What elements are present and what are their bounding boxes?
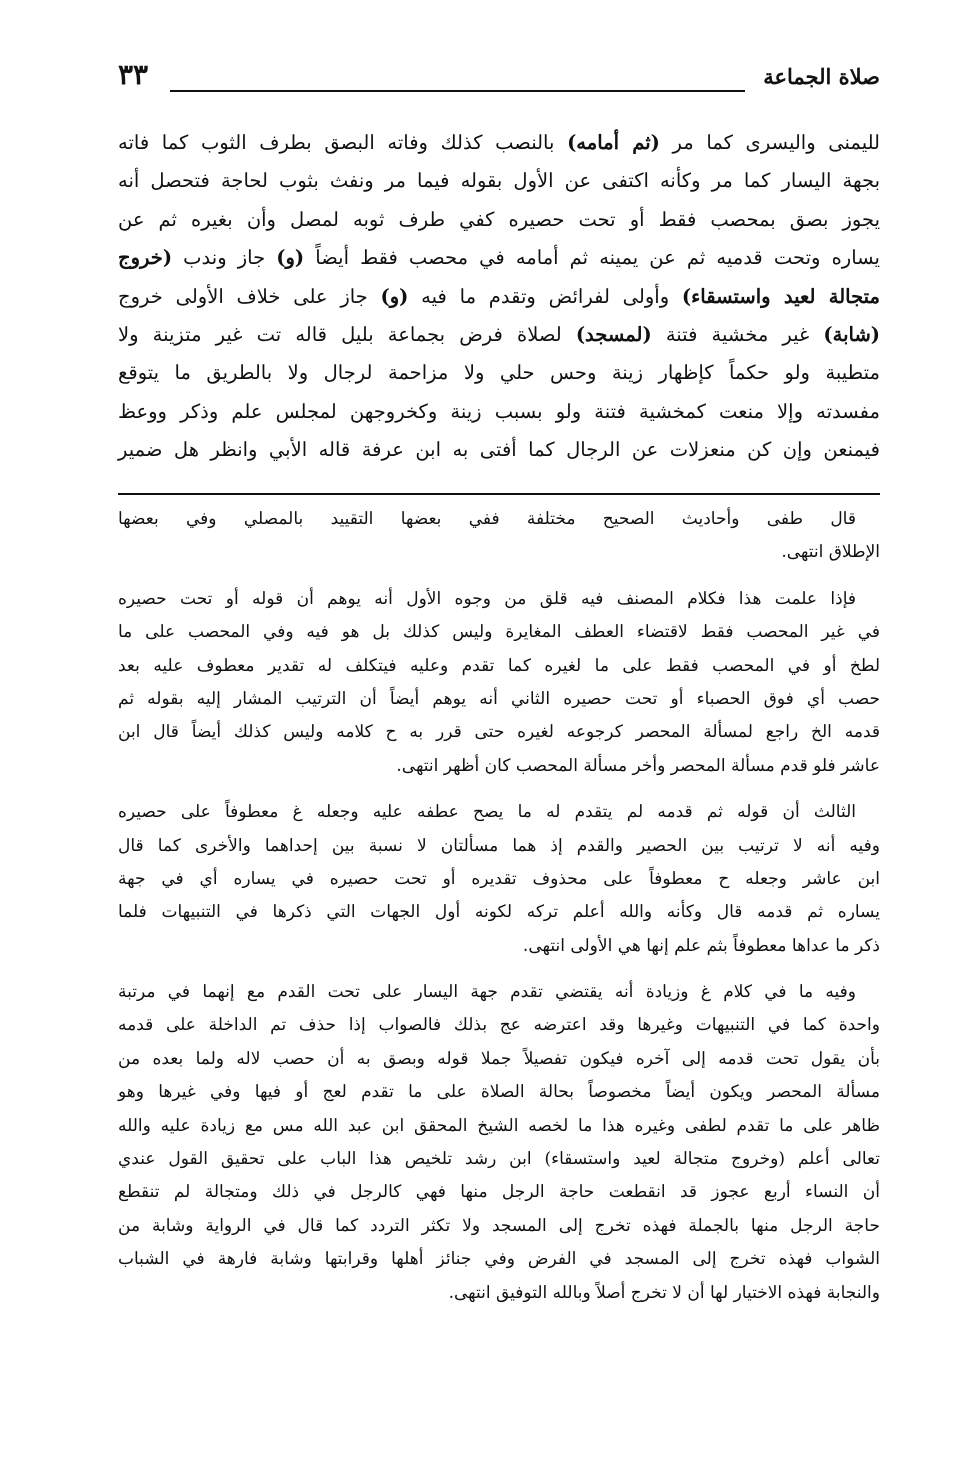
note-line: واحدة كما في التنبيهات وغيرها وقد اعترضه عج بذلك فالصواب إذا حذف تم الداخلة على قدمه (118, 1015, 880, 1036)
note-line: تعالى أعلم (وخروج متجالة لعيد واستسقاء) ابن رشد تلخيص هذا الباب على تحقيق القول عندي (118, 1149, 880, 1170)
main-text-line (118, 316, 880, 354)
text-run: غير مخشية فتنة (651, 322, 824, 346)
main-text-line (118, 354, 880, 392)
note-line: بأن يقول تحت قدمه إلى آخره فيكون تفصيلاً جملا قوله وبصق به أن حصب لاله ولما بعده من (118, 1048, 880, 1069)
text-run: لصلاة فرض بجماعة بليل قاله تت غير متزينة ولا (118, 322, 576, 346)
note-line: عاشر فلو قدم مسألة المحصر وأخر مسألة المحصب كان أظهر انتهى. (396, 755, 880, 776)
note-line: يساره ثم قدمه قال وكأنه والله أعلم تركه لكونه أول الجهات التي ذكرها في التنبيهات فلما (118, 902, 880, 923)
note-line: حصب أي فوق الحصباء أو تحت حصيره الثاني أنه يوهم أيضاً أن الترتيب المشار إليه بقوله ثم (118, 688, 880, 709)
matn-quote: (خروج (118, 246, 173, 270)
note-line: الشواب فهذه تخرج إلى المسجد في الفرض وفي جنائز أهلها وقرابتها وشابة فارهة في الشباب (118, 1249, 880, 1270)
main-text-line (118, 431, 880, 469)
note-line: لطخ أو في المحصب فقط على ما لغيره كما تقدم وعليه فيتكلف له تقدير معطوف عليه بعد (118, 655, 880, 676)
note-line: قال طفى وأحاديث الصحيح مختلفة ففي بعضها التقييد بالمصلي وفي بعضها (118, 509, 856, 529)
text-run: بجهة اليسار كما مر وكأنه اكتفى عن الأول بقوله فيما مر ونفث بثوب لحاجة فتحصل أنه (118, 169, 880, 193)
main-text-line (118, 201, 880, 239)
commentary-notes (118, 503, 880, 1310)
note-line: الثالث أن قوله ثم قدمه لم يتقدم له ما يصح عطفه عليه وجعله غ معطوفاً على حصيره (118, 802, 856, 823)
note-paragraph (118, 583, 880, 783)
matn-quote: متجالة لعيد واستسقاء) (681, 284, 881, 308)
note-line: مسألة المحصر ويكون أيضاً مخصوصاً بحالة الصلاة على ما تقدم لعج أو فيها وفي غيرها وهو (118, 1082, 880, 1103)
text-run: يساره وتحت قدميه ثم عن يمينه ثم أمامه في محصب فقط أيضاً (304, 246, 880, 270)
main-text-line (118, 278, 880, 316)
matn-quote: (شابة) (823, 322, 881, 346)
note-line: ظاهر على ما تقدم لطفى وغيره هذا ما لخصه الشيخ المحقق ابن عبد الله مس مع زيادة عليه والله (118, 1115, 880, 1136)
note-line: في غير المحصب فقط لاقتضاء العطف المغايرة وليس كذلك بل هو فيه وفي المحصب على ما (118, 622, 880, 643)
note-line: ابن عاشر وجعله ح معطوفاً على محذوف تقديره أو تحت حصيره في يساره أي في جهة (118, 868, 880, 889)
matn-quote: (و) (276, 246, 305, 270)
main-text (118, 124, 880, 470)
text-run: وأولى لفرائض وتقدم ما فيه (408, 284, 682, 308)
note-paragraph (118, 976, 880, 1310)
matn-quote: (ثم أمامه) (567, 131, 660, 154)
header-rule (170, 90, 745, 92)
note-line: والنجابة فهذه الاختيار لها أن لا تخرج أصلاً وبالله التوفيق انتهى. (448, 1282, 880, 1303)
note-line: أن النساء أربع عجوز قد انقطعت حاجة الرجل منها فهي كالرجل في ذلك ومتجالة لم تنقطع (118, 1182, 880, 1203)
text-run: مفسدته وإلا منعت كمخشية فتنة ولو بسبب زينة وكخروجهن لمجلس علم وذكر ووعظ (118, 399, 880, 423)
note-line: وفيه ما في كلام غ وزيادة أنه يقتضي تقدم جهة اليسار على تحت القدم مع إنهما في مرتبة (118, 982, 856, 1003)
matn-quote: (و) (380, 284, 409, 308)
main-text-line (118, 239, 880, 277)
paragraph-gap (118, 783, 880, 796)
note-line: وفيه أنه لا ترتيب بين الحصير والقدم إذ هما مسألتان لا نسبة بين إحداهما والأخرى كما قال (118, 835, 880, 856)
main-text-line (118, 124, 880, 162)
footnote-divider (118, 493, 880, 495)
main-text-line (118, 162, 880, 200)
matn-quote: (لمسجد) (575, 322, 652, 346)
note-line: قدمه الخ راجع لمسألة المحصر كرجوعه لغيره حتى قرر به ح كلامه وليس كذلك أيضاً قال ابن (118, 722, 880, 743)
note-line: فإذا علمت هذا فكلام المصنف فيه قلق من وجوه الأول أنه يوهم أن قوله أو تحت حصيره (118, 588, 856, 609)
text-run: بالنصب كذلك وفاته البصق بطرف الثوب كما فاته (118, 131, 568, 154)
page-number: ٣٣ (118, 58, 149, 91)
paragraph-gap (118, 570, 880, 583)
running-title: صلاة الجماعة (763, 64, 880, 89)
text-run: فيمنعن وإن كن منعزلات عن الرجال كما أفتى به ابن عرفة قاله الأبي وانظر هل ضمير (118, 438, 880, 462)
note-paragraph (118, 796, 880, 963)
text-run: يجوز بصق بمحصب فقط أو تحت حصيره كفي طرف ثوبه لمصل وأن بغيره ثم عن (118, 207, 880, 231)
note-line: ذكر ما عداها معطوفاً بثم علم إنها هي الأولى انتهى. (522, 935, 880, 956)
paragraph-gap (118, 963, 880, 976)
main-text-line (118, 393, 880, 431)
note-line: الإطلاق انتهى. (781, 542, 880, 563)
text-run: لليمنى واليسرى كما مر (659, 131, 880, 154)
text-run: متطيبة ولو حكماً كإظهار زينة وحس حلي ولا مزاحمة لرجال ولا بالطريق ما يتوقع (118, 361, 880, 385)
note-line: حاجة الرجل منها بالجملة فهذه تخرج إلى المسجد ولا تكثر التردد كما قال في الرواية وشابة من (118, 1215, 880, 1236)
note-paragraph (118, 503, 880, 570)
text-run: جاز وندب (172, 246, 277, 270)
text-run: جاز على خلاف الأولى خروج (118, 284, 381, 308)
page-header (118, 58, 880, 98)
